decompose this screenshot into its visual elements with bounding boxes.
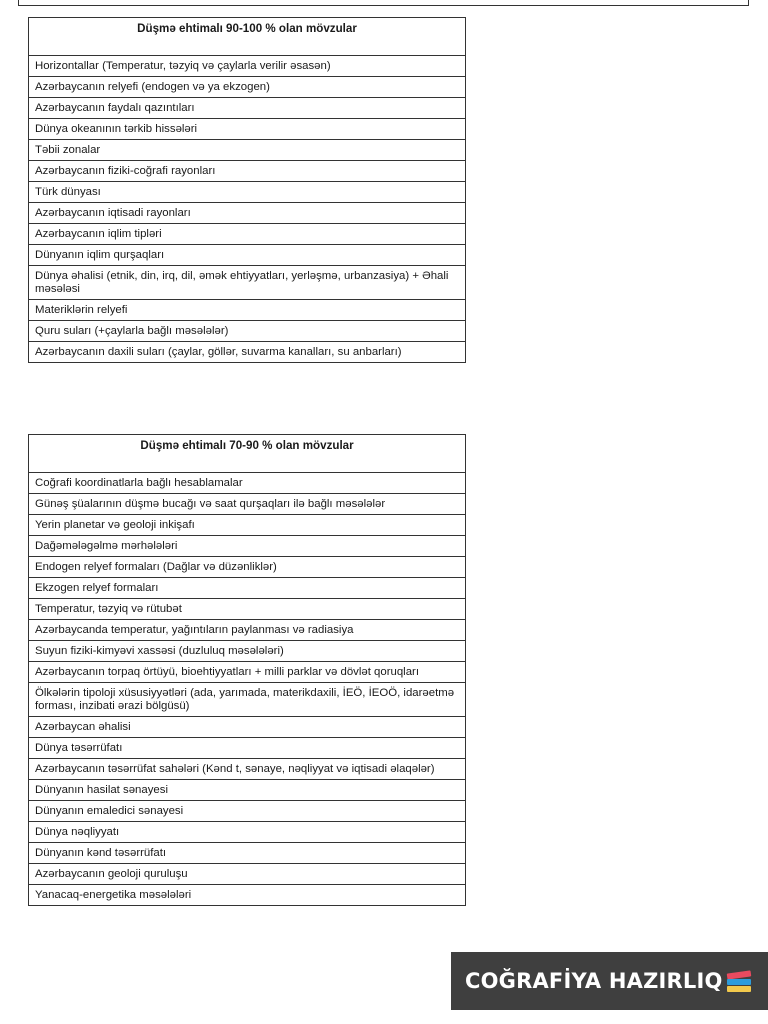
topic-cell: Dünya əhalisi (etnik, din, irq, dil, əmək ehtiyyatları, yerləşmə, urbanzasiya) + Əhali məsələsi: [29, 266, 466, 300]
brand-watermark: [451, 952, 768, 1010]
top-border-strip: [18, 0, 749, 6]
topic-cell: Suyun fiziki-kimyəvi xassəsi (duzluluq məsələləri): [29, 641, 466, 662]
topic-cell: Yerin planetar və geoloji inkişafı: [29, 515, 466, 536]
table-row: [29, 182, 466, 203]
topics-table-90-100: [28, 17, 466, 363]
table-row: [29, 266, 466, 300]
topic-cell: Dünyanın hasilat sənayesi: [29, 780, 466, 801]
topic-cell: Azərbaycanda temperatur, yağıntıların paylanması və radiasiya: [29, 620, 466, 641]
topic-cell: Temperatur, təzyiq və rütubət: [29, 599, 466, 620]
topic-cell: Horizontallar (Temperatur, təzyiq və çaylarla verilir əsasən): [29, 56, 466, 77]
topic-cell: Azərbaycanın geoloji quruluşu: [29, 864, 466, 885]
table-row: [29, 620, 466, 641]
topics-table-70-90: [28, 434, 466, 906]
topic-cell: Türk dünyası: [29, 182, 466, 203]
table-title: Düşmə ehtimalı 70-90 % olan mövzular: [29, 435, 466, 473]
table-row: [29, 119, 466, 140]
table-row: [29, 683, 466, 717]
table-row: [29, 321, 466, 342]
topic-cell: Dünya təsərrüfatı: [29, 738, 466, 759]
topic-cell: Dünyanın emaledici sənayesi: [29, 801, 466, 822]
books-icon: [727, 970, 751, 992]
topic-cell: Azərbaycanın iqtisadi rayonları: [29, 203, 466, 224]
table-row: [29, 515, 466, 536]
topic-cell: Dünyanın iqlim qurşaqları: [29, 245, 466, 266]
topic-cell: Təbii zonalar: [29, 140, 466, 161]
topic-cell: Quru suları (+çaylarla bağlı məsələlər): [29, 321, 466, 342]
topic-cell: Azərbaycanın daxili suları (çaylar, göllər, suvarma kanalları, su anbarları): [29, 342, 466, 363]
table-row: [29, 822, 466, 843]
topic-cell: Azərbaycan əhalisi: [29, 717, 466, 738]
topic-cell: Dünya nəqliyyatı: [29, 822, 466, 843]
topic-cell: Yanacaq-energetika məsələləri: [29, 885, 466, 906]
table-row: [29, 300, 466, 321]
topic-cell: Materiklərin relyefi: [29, 300, 466, 321]
table-title: Düşmə ehtimalı 90-100 % olan mövzular: [29, 18, 466, 56]
table-row: [29, 203, 466, 224]
table-row: [29, 536, 466, 557]
topic-cell: Endogen relyef formaları (Dağlar və düzənliklər): [29, 557, 466, 578]
table-row: [29, 161, 466, 182]
table-row: [29, 578, 466, 599]
table-row: [29, 599, 466, 620]
table-row: [29, 717, 466, 738]
table-row: [29, 557, 466, 578]
table-row: [29, 140, 466, 161]
topic-cell: Ekzogen relyef formaları: [29, 578, 466, 599]
table-header-row: [29, 435, 466, 473]
topic-cell: Azərbaycanın təsərrüfat sahələri (Kənd t, sənaye, nəqliyyat və iqtisadi əlaqələr): [29, 759, 466, 780]
brand-label: COĞRAFİYA HAZIRLIQ: [465, 969, 723, 993]
table-row: [29, 801, 466, 822]
table-row: [29, 473, 466, 494]
table-header-row: [29, 18, 466, 56]
table-row: [29, 641, 466, 662]
table-row: [29, 843, 466, 864]
topic-cell: Dağəmələgəlmə mərhələləri: [29, 536, 466, 557]
table-row: [29, 77, 466, 98]
table-row: [29, 98, 466, 119]
topic-cell: Azərbaycanın relyefi (endogen və ya ekzogen): [29, 77, 466, 98]
topic-cell: Dünyanın kənd təsərrüfatı: [29, 843, 466, 864]
table-row: [29, 759, 466, 780]
topic-cell: Azərbaycanın torpaq örtüyü, bioehtiyyatları + milli parklar və dövlət qoruqları: [29, 662, 466, 683]
table-row: [29, 245, 466, 266]
table-row: [29, 780, 466, 801]
table-row: [29, 342, 466, 363]
table-row: [29, 224, 466, 245]
table-row: [29, 738, 466, 759]
table-row: [29, 494, 466, 515]
topic-cell: Coğrafi koordinatlarla bağlı hesablamalar: [29, 473, 466, 494]
table-row: [29, 864, 466, 885]
topic-cell: Ölkələrin tipoloji xüsusiyyətləri (ada, yarımada, materikdaxili, İEÖ, İEOÖ, idarəetmə forması, inzibati ərazi bölgüsü): [29, 683, 466, 717]
topic-cell: Azərbaycanın faydalı qazıntıları: [29, 98, 466, 119]
table-row: [29, 885, 466, 906]
topic-cell: Azərbaycanın iqlim tipləri: [29, 224, 466, 245]
table-row: [29, 56, 466, 77]
table-row: [29, 662, 466, 683]
topic-cell: Azərbaycanın fiziki-coğrafi rayonları: [29, 161, 466, 182]
topic-cell: Günəş şüalarının düşmə bucağı və saat qurşaqları ilə bağlı məsələlər: [29, 494, 466, 515]
topic-cell: Dünya okeanının tərkib hissələri: [29, 119, 466, 140]
